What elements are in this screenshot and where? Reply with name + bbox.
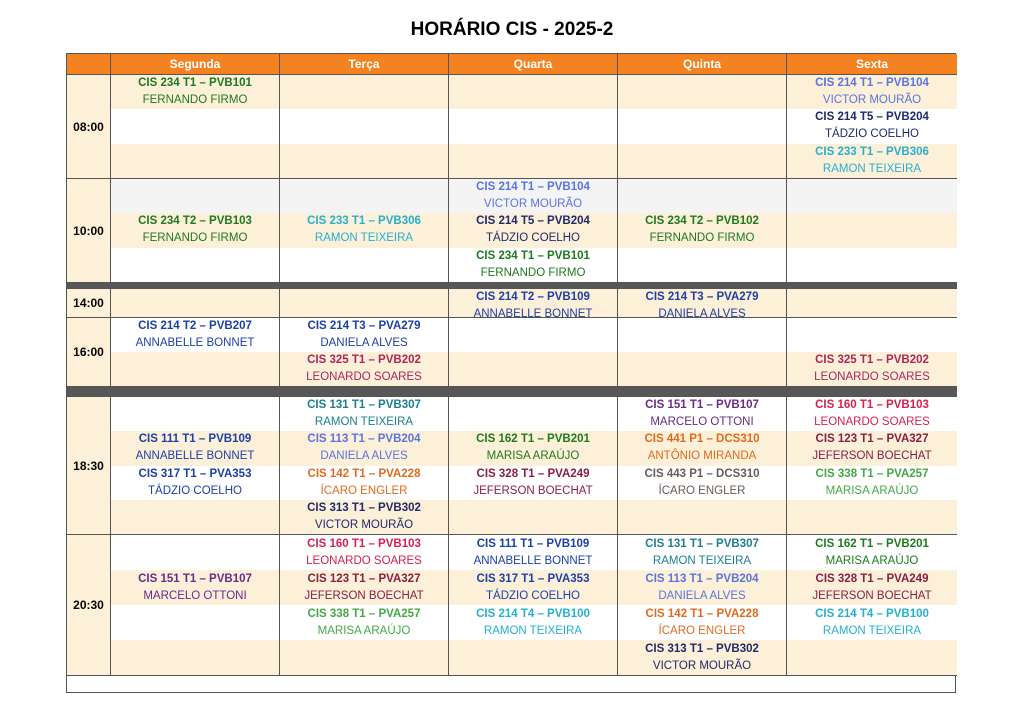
class-entry [449, 289, 617, 318]
class-entry [449, 605, 617, 640]
class-code: CIS 328 T1 – PVA249 [815, 572, 929, 585]
day-cell [618, 289, 787, 318]
time-label: 14:00 [67, 289, 111, 318]
cell-content [449, 179, 617, 282]
class-code: CIS 142 T1 – PVA228 [645, 607, 759, 620]
empty-slot [449, 500, 617, 534]
class-entry [280, 535, 448, 570]
schedule-table [66, 53, 956, 693]
professor-name: TÁDZIO COELHO [148, 484, 242, 497]
cell-content [111, 75, 279, 178]
cell-content [111, 397, 279, 534]
class-entry [449, 431, 617, 465]
class-code: CIS 214 T2 – PVB109 [476, 291, 590, 303]
class-entry [280, 466, 448, 500]
day-cell [787, 75, 957, 179]
day-cell [280, 75, 449, 179]
page-title: HORÁRIO CIS - 2025-2 [410, 19, 614, 40]
professor-name: TÁDZIO COELHO [486, 589, 580, 602]
class-code: CIS 113 T1 – PVB204 [307, 433, 421, 446]
professor-name: MARISA ARAÚJO [317, 624, 411, 637]
day-header: Quinta [618, 54, 787, 75]
class-code: CIS 214 T3 – PVA279 [645, 291, 759, 303]
class-code: CIS 214 T2 – PVB207 [138, 320, 252, 332]
class-entry [280, 352, 448, 386]
class-code: CIS 441 P1 – DCS310 [644, 433, 760, 446]
class-entry [280, 397, 448, 431]
class-entry [618, 570, 786, 605]
class-entry [618, 397, 786, 431]
professor-name: RAMON TEIXEIRA [822, 162, 922, 175]
professor-name: JEFERSON BOECHAT [812, 450, 932, 463]
professor-name: JEFERSON BOECHAT [304, 589, 424, 602]
day-cell [280, 397, 449, 535]
professor-name: RAMON TEIXEIRA [314, 416, 414, 429]
class-code: CIS 111 T1 – PVB109 [138, 433, 252, 446]
class-code: CIS 443 P1 – DCS310 [644, 467, 760, 480]
day-cell [618, 75, 787, 179]
class-entry [280, 318, 448, 352]
time-label: 16:00 [67, 318, 111, 387]
professor-name: MARISA ARAÚJO [825, 484, 919, 497]
class-code: CIS 214 T1 – PVB104 [815, 77, 929, 90]
cell-content [787, 179, 957, 282]
class-entry [280, 213, 448, 247]
cell-content [449, 397, 617, 534]
class-code: CIS 317 T1 – PVA353 [476, 572, 590, 585]
professor-name: LEONARDO SOARES [306, 371, 422, 383]
time-label: 10:00 [67, 179, 111, 283]
professor-name: DANIELA ALVES [658, 308, 746, 318]
professor-name: RAMON TEIXEIRA [314, 232, 414, 245]
empty-slot [280, 640, 448, 675]
class-code: CIS 338 T1 – PVA257 [307, 607, 421, 620]
header-corner [67, 54, 111, 75]
class-entry [618, 640, 786, 675]
class-entry [280, 570, 448, 605]
professor-name: FERNANDO FIRMO [480, 266, 586, 279]
professor-name: DANIELA ALVES [658, 589, 746, 602]
professor-name: VICTOR MOURÃO [822, 94, 922, 107]
day-cell [449, 179, 618, 283]
class-code: CIS 131 T1 – PVB307 [307, 399, 421, 412]
section-separator [67, 387, 957, 397]
class-entry [787, 75, 957, 109]
day-cell [111, 289, 280, 318]
class-code: CIS 234 T1 – PVB101 [138, 77, 252, 90]
cell-content [280, 397, 448, 534]
professor-name: VICTOR MOURÃO [314, 518, 414, 531]
empty-slot [280, 289, 448, 317]
class-code: CIS 234 T2 – PVB102 [645, 215, 759, 228]
day-cell [449, 397, 618, 535]
day-header: Quarta [449, 54, 618, 75]
empty-slot [449, 75, 617, 178]
class-entry [111, 213, 279, 247]
professor-name: FERNANDO FIRMO [142, 232, 248, 245]
class-entry [111, 431, 279, 465]
professor-name: ANNABELLE BONNET [473, 554, 593, 567]
professor-name: RAMON TEIXEIRA [652, 554, 752, 567]
class-entry [618, 535, 786, 570]
class-code: CIS 123 T1 – PVA327 [815, 433, 929, 446]
day-cell [618, 535, 787, 676]
class-entry [111, 466, 279, 500]
class-code: CIS 151 T1 – PVB107 [138, 572, 252, 585]
day-header: Segunda [111, 54, 280, 75]
class-entry [111, 318, 279, 352]
professor-name: TÁDZIO COELHO [486, 232, 580, 245]
time-label: 18:30 [67, 397, 111, 535]
class-entry [787, 352, 957, 386]
professor-name: DANIELA ALVES [320, 337, 408, 349]
class-code: CIS 317 T1 – PVA353 [138, 467, 252, 480]
time-label: 20:30 [67, 535, 111, 676]
empty-slot [280, 248, 448, 282]
day-cell [449, 318, 618, 387]
empty-slot [787, 318, 957, 352]
professor-name: ANTÔNIO MIRANDA [647, 450, 757, 463]
professor-name: LEONARDO SOARES [814, 371, 930, 383]
class-code: CIS 162 T1 – PVB201 [476, 433, 590, 446]
class-entry [280, 605, 448, 640]
empty-slot [787, 500, 957, 534]
class-code: CIS 131 T1 – PVB307 [645, 537, 759, 550]
day-cell [449, 535, 618, 676]
cell-content [111, 289, 279, 317]
professor-name: RAMON TEIXEIRA [822, 624, 922, 637]
day-cell [618, 179, 787, 283]
class-code: CIS 142 T1 – PVA228 [307, 467, 421, 480]
class-code: CIS 113 T1 – PVB204 [645, 572, 759, 585]
professor-name: VICTOR MOURÃO [483, 198, 583, 211]
cell-content [449, 75, 617, 178]
class-entry [787, 431, 957, 465]
professor-name: FERNANDO FIRMO [649, 232, 755, 245]
cell-content [280, 289, 448, 317]
time-label: 08:00 [67, 75, 111, 179]
empty-slot [111, 179, 279, 213]
class-code: CIS 313 T1 – PVB302 [645, 642, 759, 655]
class-code: CIS 214 T4 – PVB100 [476, 607, 590, 620]
class-entry [618, 431, 786, 465]
professor-name: ÍCARO ENGLER [320, 484, 408, 497]
professor-name: RAMON TEIXEIRA [483, 624, 583, 637]
cell-content [618, 75, 786, 178]
empty-slot [618, 500, 786, 534]
class-code: CIS 123 T1 – PVA327 [307, 572, 421, 585]
empty-slot [111, 500, 279, 534]
class-entry [449, 466, 617, 500]
day-cell [787, 179, 957, 283]
empty-slot [618, 248, 786, 282]
professor-name: MARCELO OTTONI [143, 589, 247, 602]
cell-content [280, 75, 448, 178]
class-code: CIS 160 T1 – PVB103 [307, 537, 421, 550]
class-code: CIS 234 T1 – PVB101 [476, 249, 590, 262]
professor-name: MARCELO OTTONI [650, 416, 754, 429]
cell-content [111, 318, 279, 386]
professor-name: ANNABELLE BONNET [135, 337, 255, 349]
professor-name: TÁDZIO COELHO [825, 128, 919, 141]
empty-slot [449, 318, 617, 386]
empty-slot [111, 605, 279, 675]
day-cell [111, 318, 280, 387]
class-entry [449, 570, 617, 605]
cell-content [280, 318, 448, 386]
class-code: CIS 313 T1 – PVB302 [307, 501, 421, 514]
professor-name: VICTOR MOURÃO [652, 659, 752, 672]
cell-content [449, 318, 617, 386]
class-entry [787, 605, 957, 640]
class-entry [787, 535, 957, 570]
cell-content [787, 289, 957, 317]
cell-content [618, 179, 786, 282]
cell-content [111, 535, 279, 675]
class-entry [787, 466, 957, 500]
day-cell [618, 318, 787, 387]
class-entry [787, 144, 957, 178]
cell-content [787, 535, 957, 675]
empty-slot [618, 179, 786, 213]
professor-name: FERNANDO FIRMO [142, 94, 248, 107]
professor-name: ANNABELLE BONNET [135, 450, 255, 463]
class-code: CIS 214 T5 – PVB204 [815, 111, 929, 124]
class-code: CIS 325 T1 – PVB202 [307, 354, 421, 366]
day-cell [280, 179, 449, 283]
cell-content [618, 535, 786, 675]
day-cell [449, 75, 618, 179]
professor-name: LEONARDO SOARES [306, 554, 422, 567]
professor-name: MARISA ARAÚJO [486, 450, 580, 463]
empty-slot [449, 640, 617, 675]
cell-content [787, 318, 957, 386]
class-code: CIS 328 T1 – PVA249 [476, 467, 590, 480]
empty-slot [449, 397, 617, 431]
class-entry [618, 466, 786, 500]
professor-name: ÍCARO ENGLER [658, 484, 746, 497]
class-code: CIS 111 T1 – PVB109 [476, 537, 590, 550]
empty-slot [280, 75, 448, 178]
class-code: CIS 234 T2 – PVB103 [138, 215, 252, 228]
class-code: CIS 214 T1 – PVB104 [476, 181, 590, 194]
professor-name: ÍCARO ENGLER [658, 624, 746, 637]
class-code: CIS 214 T3 – PVA279 [307, 320, 421, 332]
professor-name: JEFERSON BOECHAT [812, 589, 932, 602]
empty-slot [618, 75, 786, 178]
empty-slot [787, 640, 957, 675]
cell-content [280, 179, 448, 282]
class-entry [280, 500, 448, 534]
cell-content [787, 75, 957, 178]
day-cell [787, 318, 957, 387]
empty-slot [111, 352, 279, 386]
cell-content [787, 397, 957, 534]
class-code: CIS 162 T1 – PVB201 [815, 537, 929, 550]
day-cell [280, 318, 449, 387]
day-header: Sexta [787, 54, 957, 75]
day-header: Terça [280, 54, 449, 75]
empty-slot [111, 535, 279, 570]
class-entry [111, 570, 279, 605]
day-cell [280, 535, 449, 676]
cell-content [449, 535, 617, 675]
cell-content [618, 318, 786, 386]
class-entry [449, 213, 617, 247]
class-entry [280, 431, 448, 465]
class-entry [787, 109, 957, 143]
class-entry [618, 605, 786, 640]
day-cell [111, 397, 280, 535]
day-cell [449, 289, 618, 318]
class-entry [787, 570, 957, 605]
professor-name: ANNABELLE BONNET [473, 308, 593, 318]
class-entry [618, 289, 786, 318]
class-entry [618, 213, 786, 247]
professor-name: MARISA ARAÚJO [825, 554, 919, 567]
cell-content [280, 535, 448, 675]
day-cell [111, 179, 280, 283]
class-entry [787, 397, 957, 431]
empty-slot [111, 109, 279, 178]
class-code: CIS 338 T1 – PVA257 [815, 467, 929, 480]
day-cell [111, 75, 280, 179]
class-code: CIS 325 T1 – PVB202 [815, 354, 929, 366]
class-entry [449, 248, 617, 282]
class-code: CIS 151 T1 – PVB107 [645, 399, 759, 412]
day-cell [280, 289, 449, 318]
professor-name: JEFERSON BOECHAT [473, 484, 593, 497]
day-cell [787, 535, 957, 676]
day-cell [787, 289, 957, 318]
class-entry [111, 75, 279, 109]
cell-content [618, 397, 786, 534]
cell-content [618, 289, 786, 317]
empty-slot [787, 179, 957, 282]
empty-slot [787, 289, 957, 317]
empty-slot [111, 248, 279, 282]
empty-slot [111, 397, 279, 431]
empty-slot [111, 289, 279, 317]
class-entry [449, 179, 617, 213]
class-code: CIS 233 T1 – PVB306 [815, 145, 929, 158]
cell-content [111, 179, 279, 282]
empty-slot [280, 179, 448, 213]
professor-name: LEONARDO SOARES [814, 416, 930, 429]
professor-name: DANIELA ALVES [320, 450, 408, 463]
class-entry [449, 535, 617, 570]
class-code: CIS 214 T4 – PVB100 [815, 607, 929, 620]
empty-slot [618, 318, 786, 386]
class-code: CIS 160 T1 – PVB103 [815, 399, 929, 412]
class-code: CIS 214 T5 – PVB204 [476, 215, 590, 228]
class-code: CIS 233 T1 – PVB306 [307, 215, 421, 228]
cell-content [449, 289, 617, 317]
day-cell [111, 535, 280, 676]
day-cell [618, 397, 787, 535]
day-cell [787, 397, 957, 535]
